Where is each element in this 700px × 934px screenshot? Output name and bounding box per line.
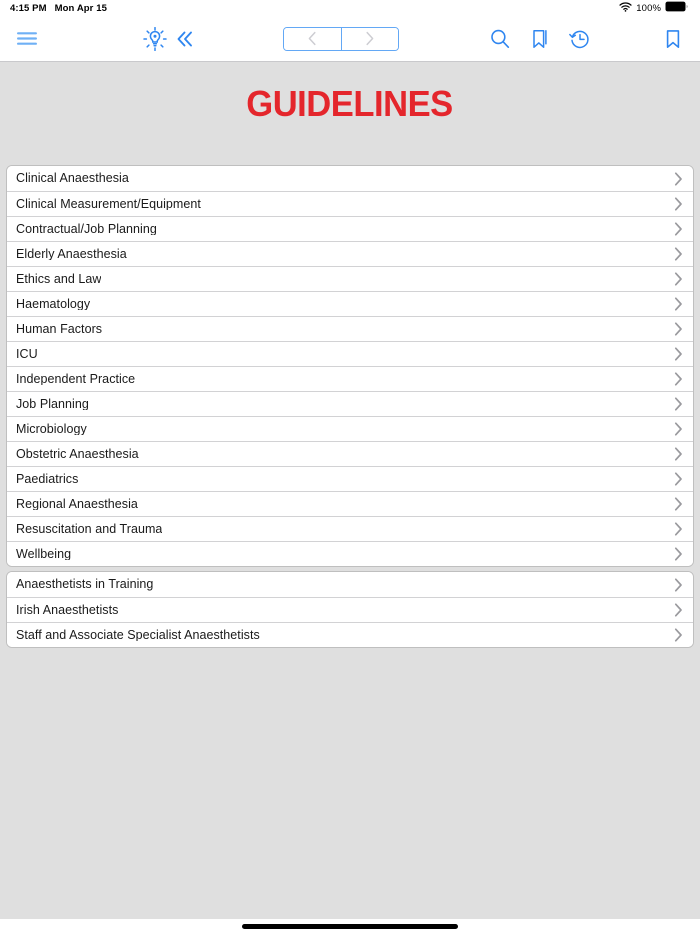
forward-button[interactable]	[341, 28, 399, 50]
bookmark-icon[interactable]	[660, 26, 686, 52]
chevron-right-icon	[674, 397, 683, 411]
list-item-label: Irish Anaesthetists	[16, 603, 119, 617]
chevron-right-icon	[674, 628, 683, 642]
list-item-label: Ethics and Law	[16, 272, 102, 286]
list-item-label: Haematology	[16, 297, 91, 311]
chevron-right-icon	[674, 497, 683, 511]
list-item-label: Human Factors	[16, 322, 103, 336]
home-indicator[interactable]	[242, 924, 458, 929]
list-item[interactable]	[7, 541, 693, 566]
page-title: GUIDELINES	[246, 83, 454, 124]
battery-percent-label: 100%	[636, 2, 661, 14]
toolbar-actions	[487, 26, 593, 52]
chevron-right-icon	[674, 222, 683, 236]
list-item[interactable]	[7, 216, 693, 241]
list-item-label: Wellbeing	[16, 547, 72, 561]
chevron-right-icon	[674, 578, 683, 592]
chevron-right-icon	[674, 272, 683, 286]
navigation-segmented-control	[283, 27, 399, 51]
list-item-label: Clinical Anaesthesia	[16, 172, 129, 185]
list-item-label: Clinical Measurement/Equipment	[16, 197, 201, 211]
chevron-right-icon	[674, 197, 683, 211]
list-item[interactable]	[7, 316, 693, 341]
guideline-category-list-primary	[6, 165, 694, 567]
list-item[interactable]	[7, 491, 693, 516]
wifi-icon	[619, 2, 632, 15]
list-item[interactable]	[7, 416, 693, 441]
status-bar-right	[619, 1, 688, 15]
chevron-right-icon	[674, 522, 683, 536]
list-item[interactable]	[7, 597, 693, 622]
list-item-label: Job Planning	[16, 397, 89, 411]
list-item[interactable]	[7, 191, 693, 216]
bookmark-list-icon[interactable]	[527, 26, 553, 52]
history-clock-icon[interactable]	[567, 26, 593, 52]
chevron-right-icon	[674, 247, 683, 261]
double-chevron-left-icon[interactable]	[172, 26, 198, 52]
toolbar	[0, 16, 700, 62]
chevron-right-icon	[674, 322, 683, 336]
list-item-label: Elderly Anaesthesia	[16, 247, 127, 261]
list-item[interactable]	[7, 572, 693, 597]
list-item-label: Contractual/Job Planning	[16, 222, 157, 236]
chevron-right-icon	[674, 422, 683, 436]
chevron-right-icon	[674, 347, 683, 361]
chevron-right-icon	[674, 172, 683, 186]
list-item[interactable]	[7, 266, 693, 291]
battery-full-icon	[665, 1, 688, 15]
lightbulb-icon[interactable]	[140, 24, 170, 54]
list-item[interactable]	[7, 441, 693, 466]
list-item[interactable]	[7, 341, 693, 366]
list-item-label: Paediatrics	[16, 472, 79, 486]
list-item-label: Obstetric Anaesthesia	[16, 447, 139, 461]
chevron-right-icon	[674, 603, 683, 617]
status-date: Mon Apr 15	[54, 2, 107, 14]
list-item[interactable]	[7, 291, 693, 316]
list-item-label: Microbiology	[16, 422, 87, 436]
search-icon[interactable]	[487, 26, 513, 52]
list-item-label: Regional Anaesthesia	[16, 497, 138, 511]
list-item[interactable]	[7, 241, 693, 266]
list-item[interactable]	[7, 466, 693, 491]
list-item[interactable]	[7, 166, 693, 191]
hamburger-menu-icon[interactable]	[12, 24, 42, 54]
list-item-label: ICU	[16, 347, 38, 361]
chevron-right-icon	[674, 447, 683, 461]
main-content	[0, 62, 700, 919]
chevron-right-icon	[674, 297, 683, 311]
list-item[interactable]	[7, 516, 693, 541]
chevron-right-icon	[674, 472, 683, 486]
list-item[interactable]	[7, 391, 693, 416]
status-bar	[0, 0, 700, 16]
home-indicator-area	[0, 919, 700, 934]
list-item-label: Independent Practice	[16, 372, 136, 386]
back-button[interactable]	[284, 28, 341, 50]
status-time: 4:15 PM	[10, 2, 47, 14]
guideline-category-list-secondary	[6, 571, 694, 648]
status-bar-left	[10, 3, 107, 14]
chevron-right-icon	[674, 372, 683, 386]
brand-header	[0, 62, 700, 122]
list-item-label: Anaesthetists in Training	[16, 578, 154, 591]
chevron-right-icon	[674, 547, 683, 561]
list-item-label: Resuscitation and Trauma	[16, 522, 163, 536]
list-item[interactable]	[7, 622, 693, 647]
list-item-label: Staff and Associate Specialist Anaesthetists	[16, 628, 260, 642]
list-item[interactable]	[7, 366, 693, 391]
